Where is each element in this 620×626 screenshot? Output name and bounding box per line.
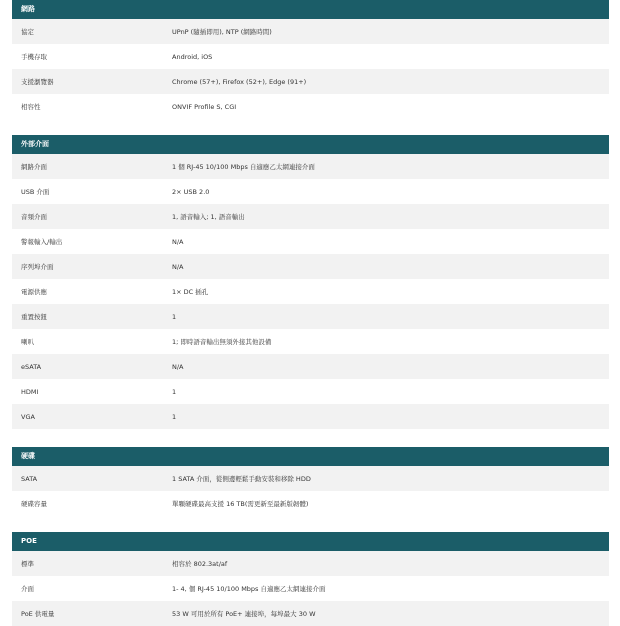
row-value: Android, iOS bbox=[172, 44, 609, 69]
row-label: HDMI bbox=[12, 379, 172, 404]
row-label: 相容性 bbox=[12, 94, 172, 119]
row-label: 警報輸入/輸出 bbox=[12, 229, 172, 254]
row-value: ONVIF Profile S, CGI bbox=[172, 94, 609, 119]
row-value: 1 bbox=[172, 404, 609, 429]
table-row bbox=[12, 491, 609, 516]
row-value: 53 W 可用於所有 PoE+ 連接埠，每埠最大 30 W bbox=[172, 601, 609, 626]
row-value: N/A bbox=[172, 229, 609, 254]
table-row bbox=[12, 354, 609, 379]
table-row bbox=[12, 44, 609, 69]
table-row bbox=[12, 576, 609, 601]
table-row bbox=[12, 204, 609, 229]
table-row bbox=[12, 279, 609, 304]
table-row bbox=[12, 379, 609, 404]
section-poe bbox=[12, 532, 609, 626]
section-header: 硬碟 bbox=[12, 447, 609, 466]
section-header: POE bbox=[12, 532, 609, 551]
table-row bbox=[12, 229, 609, 254]
row-value: Chrome (57+), Firefox (52+), Edge (91+) bbox=[172, 69, 609, 94]
section-header: 網路 bbox=[12, 0, 609, 19]
row-value: 單顆硬碟最高支援 16 TB(需更新至最新版韌體) bbox=[172, 491, 609, 516]
spec-table bbox=[12, 466, 609, 516]
row-label: USB 介面 bbox=[12, 179, 172, 204]
row-label: 硬碟容量 bbox=[12, 491, 172, 516]
row-label: VGA bbox=[12, 404, 172, 429]
row-value: N/A bbox=[172, 354, 609, 379]
row-value: 1, 語音輸入; 1, 語音輸出 bbox=[172, 204, 609, 229]
table-row bbox=[12, 69, 609, 94]
row-value: 1× DC 插孔 bbox=[172, 279, 609, 304]
section-external-interfaces bbox=[12, 135, 609, 429]
row-label: 網路介面 bbox=[12, 154, 172, 179]
table-row bbox=[12, 404, 609, 429]
section-hard-drive bbox=[12, 447, 609, 516]
row-value: 1 bbox=[172, 304, 609, 329]
row-label: 協定 bbox=[12, 19, 172, 44]
table-row bbox=[12, 551, 609, 576]
row-label: 標準 bbox=[12, 551, 172, 576]
table-row bbox=[12, 466, 609, 491]
row-label: PoE 供電量 bbox=[12, 601, 172, 626]
row-label: 手機存取 bbox=[12, 44, 172, 69]
row-label: 喇叭 bbox=[12, 329, 172, 354]
table-row bbox=[12, 601, 609, 626]
row-value: N/A bbox=[172, 254, 609, 279]
table-row bbox=[12, 154, 609, 179]
row-value: 1 bbox=[172, 379, 609, 404]
spec-table bbox=[12, 19, 609, 119]
row-value: UPnP (隨插即用), NTP (網路時間) bbox=[172, 19, 609, 44]
spec-table bbox=[12, 551, 609, 626]
row-label: 重置按鈕 bbox=[12, 304, 172, 329]
table-row bbox=[12, 19, 609, 44]
row-label: 支援瀏覽器 bbox=[12, 69, 172, 94]
row-label: 介面 bbox=[12, 576, 172, 601]
row-value: 相容於 802.3at/af bbox=[172, 551, 609, 576]
row-value: 1; 即時語音輸出無須外接其他設備 bbox=[172, 329, 609, 354]
row-label: eSATA bbox=[12, 354, 172, 379]
row-value: 1- 4, 個 RJ-45 10/100 Mbps 自適應乙太網連接介面 bbox=[172, 576, 609, 601]
row-value: 1 個 RJ-45 10/100 Mbps 自適應乙太網連接介面 bbox=[172, 154, 609, 179]
row-value: 2× USB 2.0 bbox=[172, 179, 609, 204]
table-row bbox=[12, 254, 609, 279]
section-header: 外部介面 bbox=[12, 135, 609, 154]
row-value: 1 SATA 介面，從側邊輕鬆手動安裝和移除 HDD bbox=[172, 466, 609, 491]
section-network bbox=[12, 0, 609, 119]
table-row bbox=[12, 329, 609, 354]
table-row bbox=[12, 304, 609, 329]
row-label: 音頻介面 bbox=[12, 204, 172, 229]
row-label: 序列埠介面 bbox=[12, 254, 172, 279]
table-row bbox=[12, 94, 609, 119]
spec-table bbox=[12, 154, 609, 429]
table-row bbox=[12, 179, 609, 204]
row-label: SATA bbox=[12, 466, 172, 491]
row-label: 電源供應 bbox=[12, 279, 172, 304]
